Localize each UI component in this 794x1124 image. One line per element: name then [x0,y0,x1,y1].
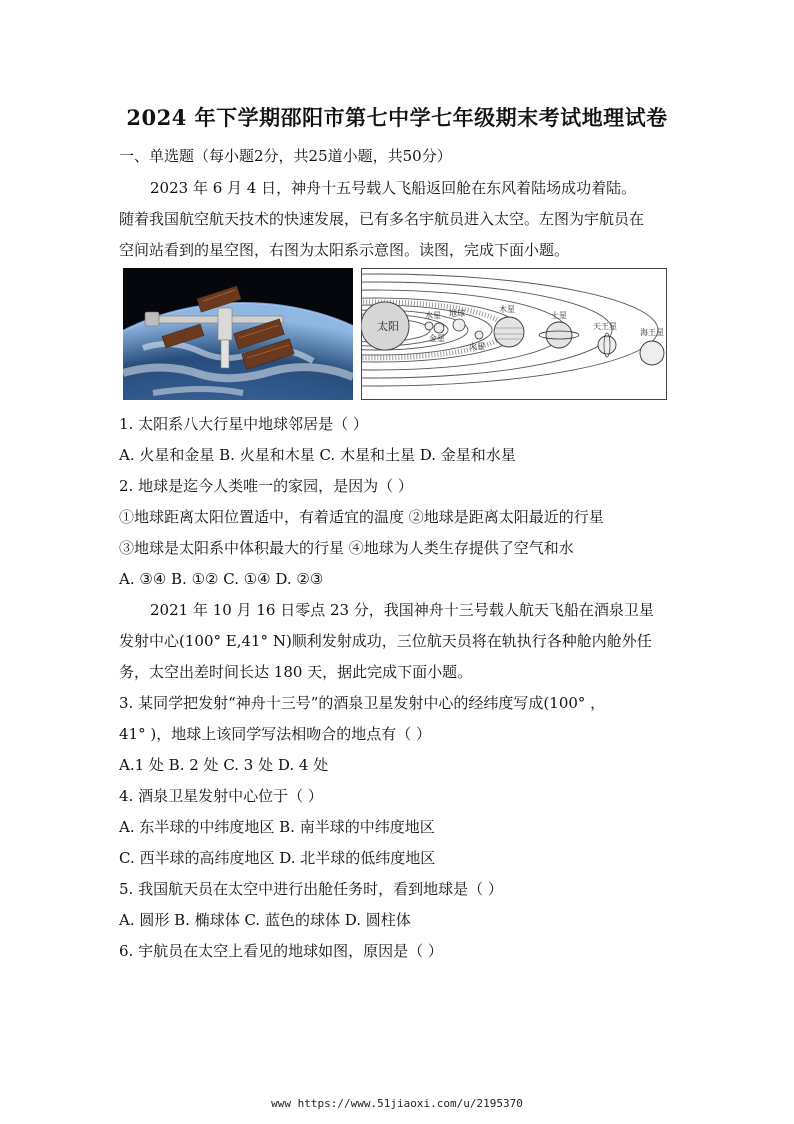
footer-url[interactable]: www https://www.51jiaoxi.com/u/2195370 [271,1097,523,1110]
passage1-line: 空间站看到的星空图，右图为太阳系示意图。读图，完成下面小题。 [119,241,570,259]
question-2-options: A. ③④ B. ①② C. ①④ D. ②③ [119,570,324,588]
label-mercury: 水星 [425,311,441,320]
label-neptune: 海王星 [640,328,664,337]
question-1: 1. 太阳系八大行星中地球邻居是（ ） [119,415,368,433]
passage2-line: 2021 年 10 月 16 日零点 23 分，我国神舟十三号载人航天飞船在酒泉卫星 [150,601,654,619]
passage1-line: 2023 年 6 月 4 日，神舟十五号载人飞船返回舱在东风着陆场成功着陆。 [150,179,637,197]
label-uranus: 天王星 [593,322,617,331]
space-station-photo [123,268,353,400]
question-5: 5. 我国航天员在太空中进行出舱任务时，看到地球是（ ） [119,880,503,898]
question-2: 2. 地球是迄今人类唯一的家园，是因为（ ） [119,477,413,495]
figure-row [123,268,668,400]
passage2-line: 发射中心(100° E,41° N)顺利发射成功，三位航天员将在轨执行各种舱内舱外任 [119,632,652,650]
question-4-options: A. 东半球的中纬度地区 B. 南半球的中纬度地区 [119,818,435,836]
passage1-line: 随着我国航空航天技术的快速发展，已有多名宇航员进入太空。左图为宇航员在 [119,210,645,228]
exam-title: 2024 年下学期邵阳市第七中学七年级期末考试地理试卷 [126,105,668,130]
question-3-options: A.1 处 B. 2 处 C. 3 处 D. 4 处 [119,756,329,774]
label-mars: 火星 [469,342,485,351]
question-3: 3. 某同学把发射“神舟十三号”的酒泉卫星发射中心的经纬度写成(100° ， [119,694,606,712]
label-sun: 太阳 [377,320,399,333]
label-jupiter: 木星 [499,305,515,314]
label-earth: 地球 [449,309,465,318]
label-venus: 金星 [429,334,445,343]
question-3-cont: 41° )，地球上该同学写法相吻合的地点有（ ） [119,725,431,743]
question-2-statements: ①地球距离太阳位置适中，有着适宜的温度 ②地球是距离太阳最近的行星 [119,508,604,526]
question-6: 6. 宇航员在太空上看见的地球如图，原因是（ ） [119,942,443,960]
passage2-line: 务，太空出差时间长达 180 天，据此完成下面小题。 [119,663,473,681]
question-2-statements: ③地球是太阳系中体积最大的行星 ④地球为人类生存提供了空气和水 [119,539,574,557]
question-4: 4. 酒泉卫星发射中心位于（ ） [119,787,323,805]
label-saturn: 土星 [551,311,567,320]
solar-system-diagram [361,268,667,400]
question-1-options: A. 火星和金星 B. 火星和木星 C. 木星和土星 D. 金星和水星 [119,446,516,464]
question-4-options: C. 西半球的高纬度地区 D. 北半球的低纬度地区 [119,849,436,867]
question-5-options: A. 圆形 B. 椭球体 C. 蓝色的球体 D. 圆柱体 [119,911,411,929]
section-header: 一、单选题（每小题2分，共25道小题，共50分） [119,147,452,165]
